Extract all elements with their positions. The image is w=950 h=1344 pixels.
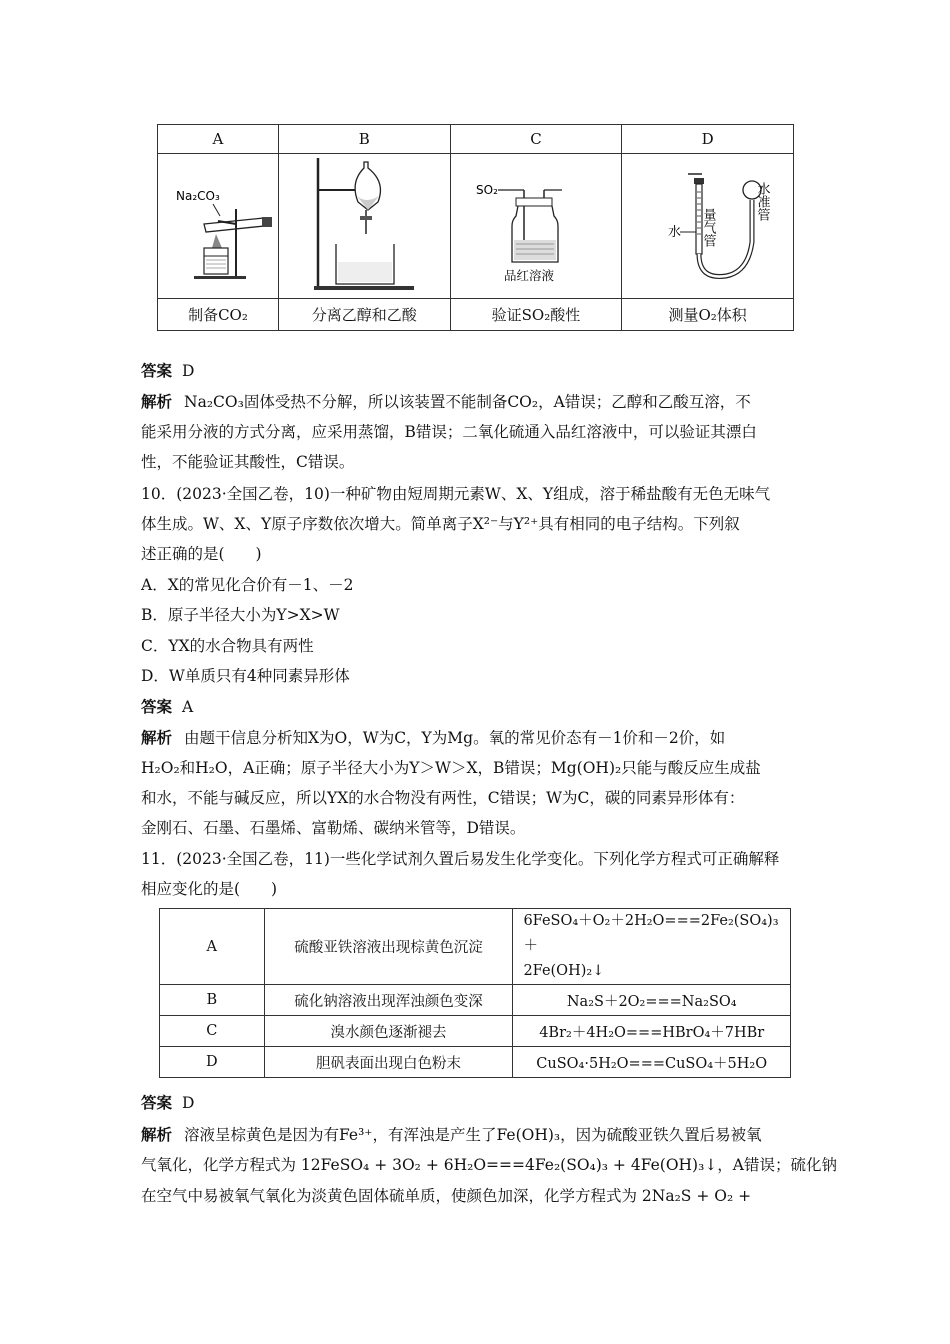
analysis-text: Na₂CO₃固体受热不分解，所以该装置不能制备CO₂，A错误；乙醇和乙酸互溶，不	[184, 393, 751, 411]
caption-a: 制备CO₂	[158, 299, 279, 331]
row-a-equation	[513, 909, 791, 985]
answer-label: 答案	[141, 1094, 173, 1112]
q10-option-c: C．YX的水合物具有两性	[141, 637, 314, 655]
caption-d: 测量O₂体积	[622, 299, 794, 331]
row-a-phenomenon: 硫酸亚铁溶液出现棕黄色沉淀	[264, 909, 513, 985]
analysis-label: 解析	[141, 1126, 173, 1144]
q10-stem-1: 10．(2023·全国乙卷，10)一种矿物由短周期元素W、X、Y组成，溶于稀盐酸有无色无味气	[141, 485, 771, 503]
burette-label: 量气管	[700, 207, 716, 247]
q11-analysis-line-1	[141, 1124, 811, 1146]
row-b-option: B	[160, 985, 265, 1016]
header-b: B	[278, 125, 450, 154]
analysis-text: 溶液呈棕黄色是因为有Fe³⁺，有浑浊是产生了Fe(OH)₃，因为硫酸亚铁久置后易被氧	[184, 1126, 762, 1144]
caption-b: 分离乙醇和乙酸	[278, 299, 450, 331]
row-d-option: D	[160, 1047, 265, 1078]
answer-label: 答案	[141, 362, 173, 380]
header-d: D	[622, 125, 794, 154]
analysis-label: 解析	[141, 393, 173, 411]
pinhong-label: 品红溶液	[503, 268, 554, 283]
header-a: A	[158, 125, 279, 154]
gas-bottle-figure	[466, 164, 606, 284]
q10-stem-3: 述正确的是( )	[141, 545, 262, 563]
so2-label: SO₂	[475, 183, 498, 197]
answer-value: A	[182, 698, 194, 716]
q10-option-a: A．X的常见化合价有－1、－2	[141, 576, 354, 594]
q11-stem-2: 相应变化的是( )	[141, 880, 278, 898]
row-a-option: A	[160, 909, 265, 985]
row-d-equation: CuSO₄·5H₂O===CuSO₄＋5H₂O	[513, 1047, 791, 1078]
apparatus-table	[157, 124, 794, 331]
figure-a-cell	[158, 154, 279, 299]
answer-value: D	[182, 1094, 195, 1112]
q10-analysis-line-3: 和水，不能与碱反应，所以YX的水合物没有两性，C错误；W为C，碳的同素异形体有：	[141, 789, 745, 807]
q9-analysis-line-1	[141, 391, 811, 413]
gas-burette-figure	[638, 162, 778, 287]
q10-analysis-line-1	[141, 727, 811, 749]
heating-tube-figure	[160, 164, 275, 284]
q11-analysis-line-3: 在空气中易被氧气氧化为淡黄色固体硫单质，使颜色加深，化学方程式为 2Na₂S + O₂ +	[141, 1187, 752, 1205]
header-c: C	[450, 125, 622, 154]
q11-analysis-line-2: 气氧化，化学方程式为 12FeSO₄ + 3O₂ + 6H₂O===4Fe₂(SO₄)₃ + 4Fe(OH)₃↓，A错误；硫化钠	[141, 1156, 837, 1174]
row-d-phenomenon: 胆矾表面出现白色粉末	[264, 1047, 513, 1078]
row-c-equation: 4Br₂＋4H₂O===HBrO₄＋7HBr	[513, 1016, 791, 1047]
analysis-label: 解析	[141, 729, 173, 747]
row-b-equation: Na₂S＋2O₂===Na₂SO₄	[513, 985, 791, 1016]
q10-option-b: B．原子半径大小为Y>X>W	[141, 606, 340, 624]
answer-label: 答案	[141, 698, 173, 716]
figure-b-cell	[278, 154, 450, 299]
q10-option-d: D．W单质只有4种同素异形体	[141, 667, 350, 685]
q9-analysis-line-2: 能采用分液的方式分离，应采用蒸馏，B错误；二氧化硫通入品红溶液中，可以验证其漂白	[141, 423, 757, 441]
analysis-text: 由题干信息分析知X为O，W为C，Y为Mg。氧的常见价态有－1价和－2价，如	[184, 729, 726, 747]
q10-stem-2: 体生成。W、X、Y原子序数依次增大。简单离子X²⁻与Y²⁺具有相同的电子结构。下列叙	[141, 515, 740, 533]
water-label: 水	[667, 224, 681, 240]
row-c-phenomenon: 溴水颜色逐渐褪去	[264, 1016, 513, 1047]
q11-answer	[141, 1092, 811, 1114]
level-tube-label: 水准管	[754, 181, 770, 221]
equation-line: 6FeSO₄＋O₂＋2H₂O===2Fe₂(SO₄)₃＋	[523, 913, 779, 954]
q9-answer	[141, 360, 811, 382]
equation-table	[159, 908, 791, 1078]
equation-line: 2Fe(OH)₂↓	[523, 963, 605, 979]
q10-analysis-line-4: 金刚石、石墨、石墨烯、富勒烯、碳纳米管等，D错误。	[141, 819, 526, 837]
q10-analysis-line-2: H₂O₂和H₂O，A正确；原子半径大小为Y＞W＞X，B错误；Mg(OH)₂只能与酸反应生成盐	[141, 759, 761, 777]
caption-c: 验证SO₂酸性	[450, 299, 622, 331]
q10-answer	[141, 696, 811, 718]
answer-value: D	[182, 362, 195, 380]
na2co3-label: Na₂CO₃	[176, 189, 221, 203]
separatory-funnel-figure	[294, 154, 434, 294]
q9-analysis-line-3: 性，不能验证其酸性，C错误。	[141, 453, 355, 471]
q11-stem-1: 11．(2023·全国乙卷，11)一些化学试剂久置后易发生化学变化。下列化学方程式可正确解释	[141, 850, 780, 868]
row-b-phenomenon: 硫化钠溶液出现浑浊颜色变深	[264, 985, 513, 1016]
figure-d-cell	[622, 154, 794, 299]
row-c-option: C	[160, 1016, 265, 1047]
figure-c-cell	[450, 154, 622, 299]
